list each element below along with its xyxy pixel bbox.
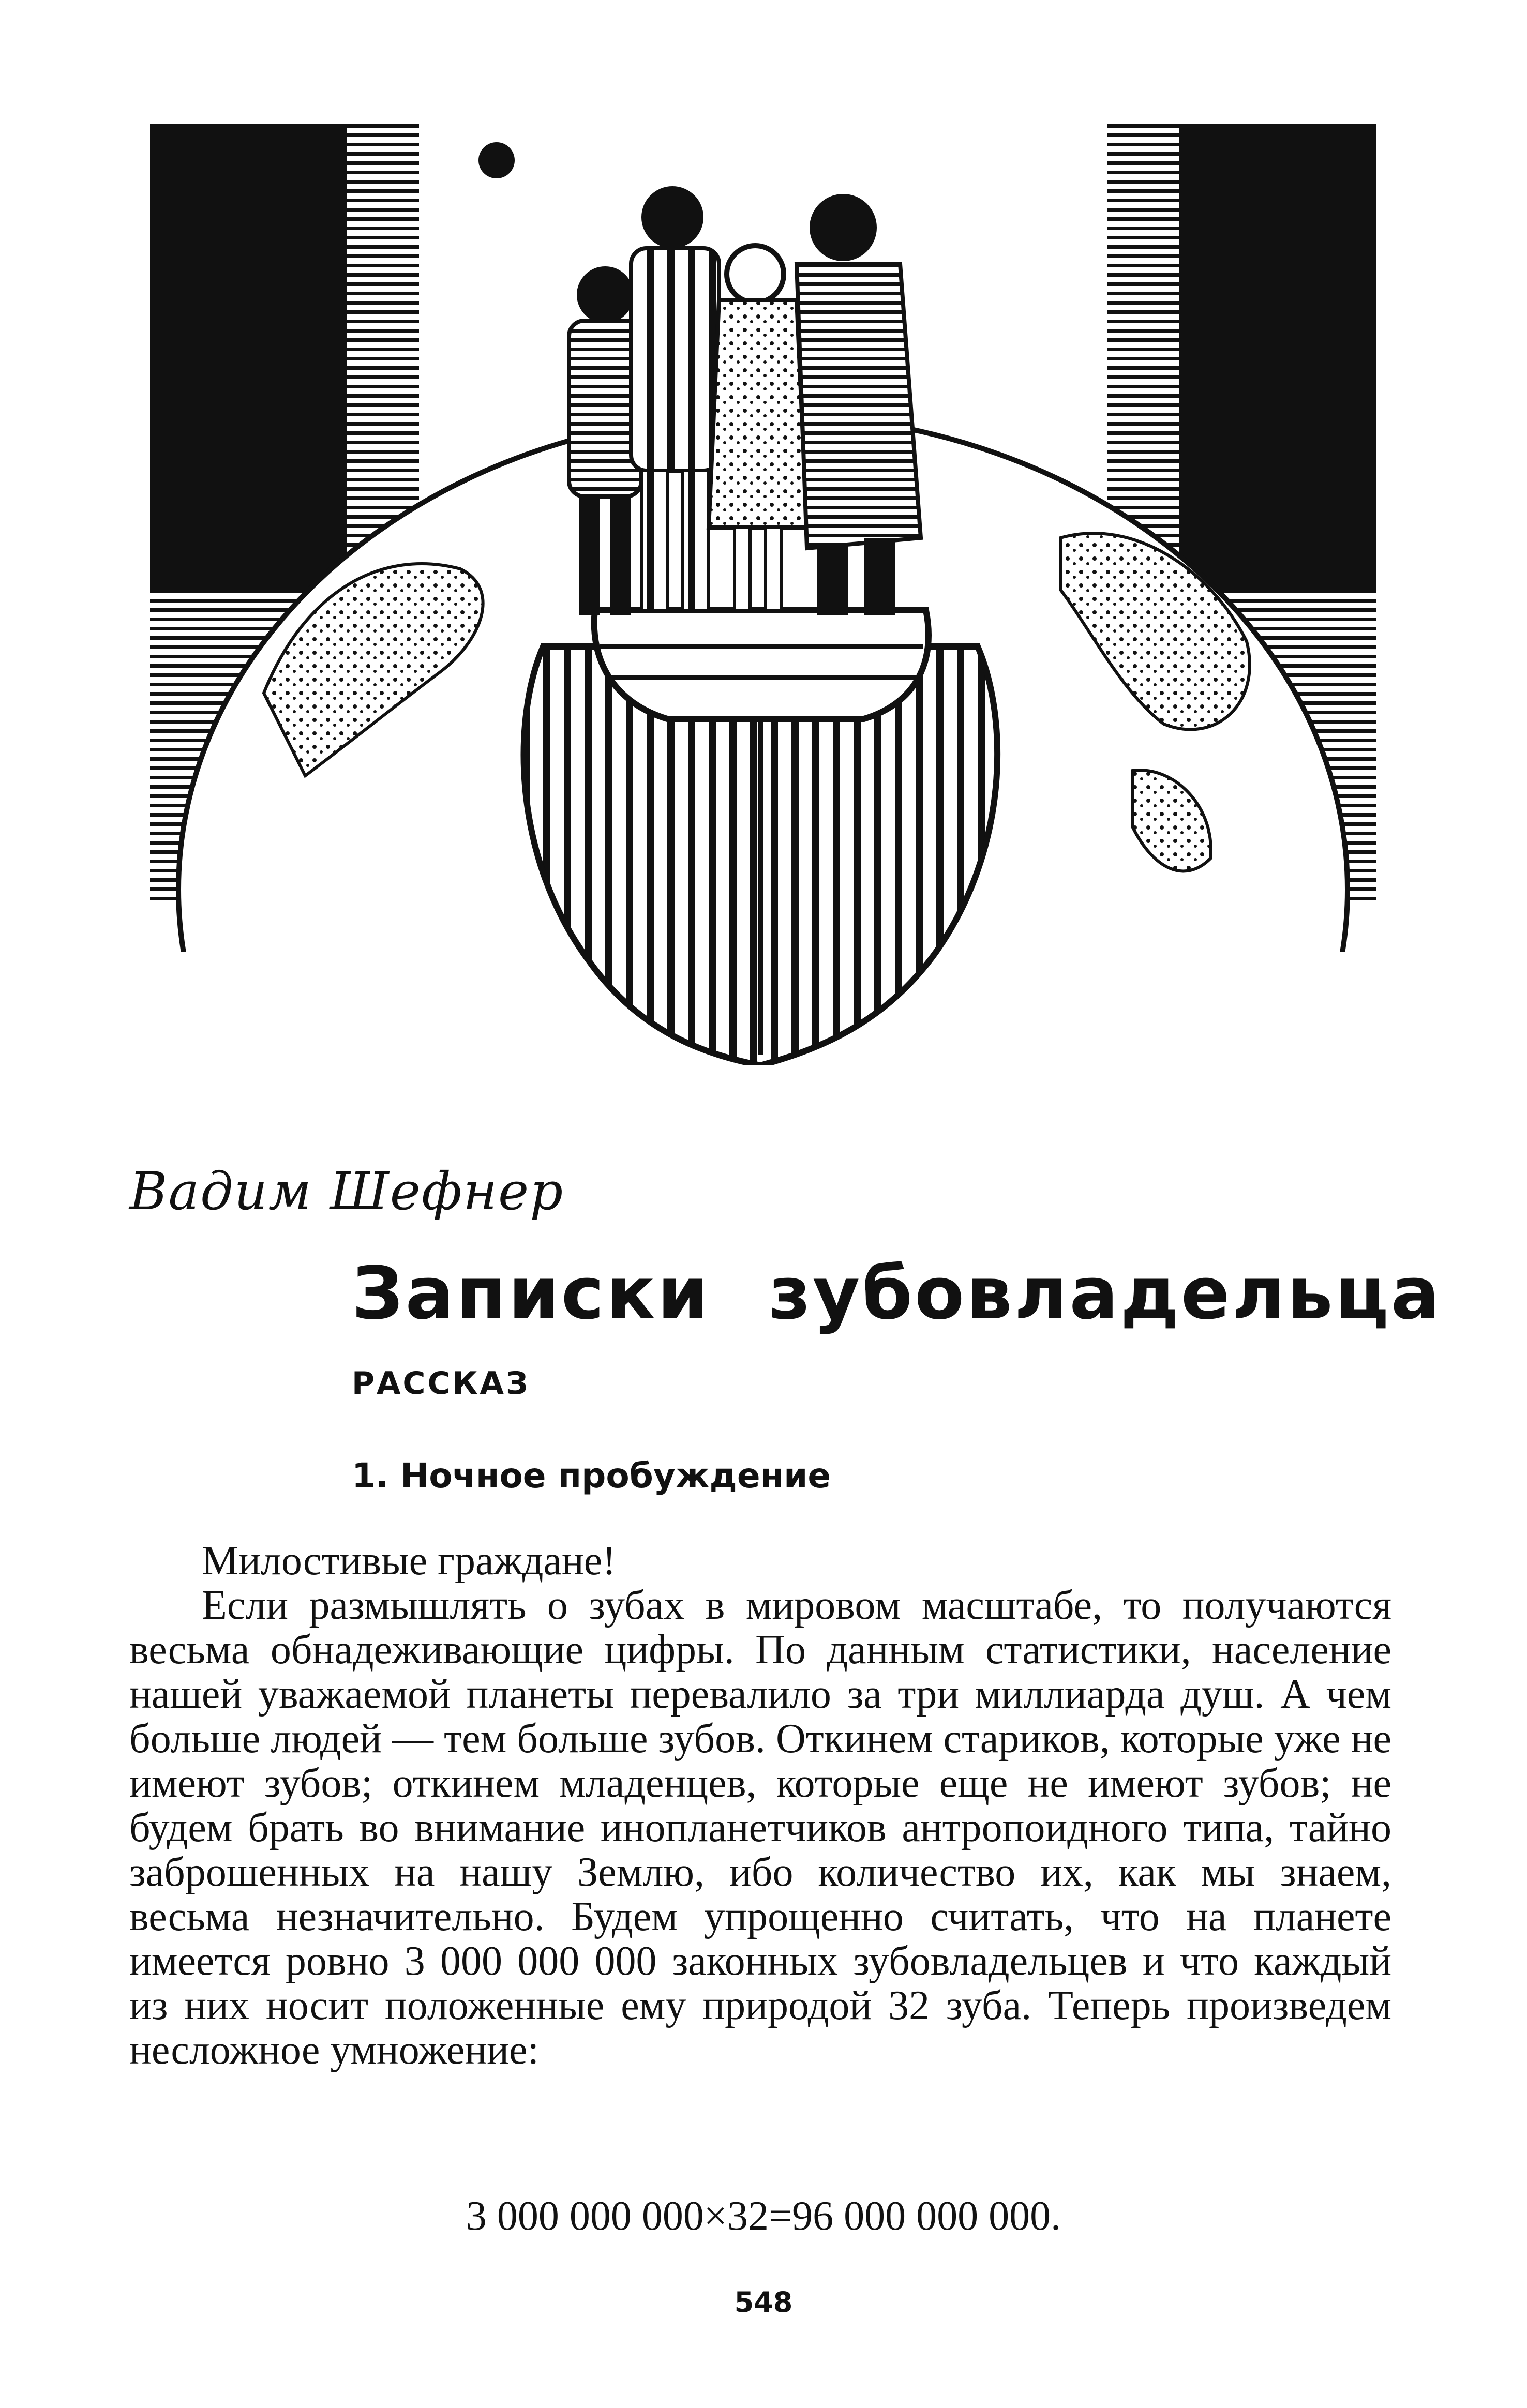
chapter-heading: 1. Ночное пробуждение xyxy=(352,1456,831,1496)
tooth-drawing xyxy=(524,610,998,1065)
author-name: Вадим Шефнер xyxy=(129,1161,564,1222)
story-body xyxy=(129,1539,1391,2072)
title-illustration xyxy=(150,124,1376,1065)
page-number: 548 xyxy=(734,2286,793,2319)
moon-icon xyxy=(478,142,515,178)
greeting-line: Милостивые граждане! xyxy=(202,1538,616,1584)
story-title: Записки зубовладельца xyxy=(352,1252,1442,1336)
opening-paragraph: Если размышлять о зубах в мировом масштабе, то получаются весьма обнадеживающие цифры. По данным статистики, население нашей уважаемой планеты перевалило за три миллиарда душ. А чем больше людей — тем больше зубов. Откинем стариков, которые уже не имеют зубов; откинем младенцев, которые еще не имеют зубов; не будем брать во внимание инопланетчиков антропоидного типа, тайно заброшенных на нашу Землю, ибо количество их, как мы знаем, весьма незначительно. Будем упрощенно считать, что на планете имеется ровно 3 000 000 000 законных зубовладельцев и что каждый из них носит положенные ему природой 32 зуба. Теперь произведем несложное умножение: xyxy=(129,1583,1391,2073)
story-genre: РАССКАЗ xyxy=(352,1365,530,1402)
people-drawing xyxy=(569,186,921,615)
multiplication-formula: 3 000 000 000×32=96 000 000 000. xyxy=(466,2193,1061,2239)
